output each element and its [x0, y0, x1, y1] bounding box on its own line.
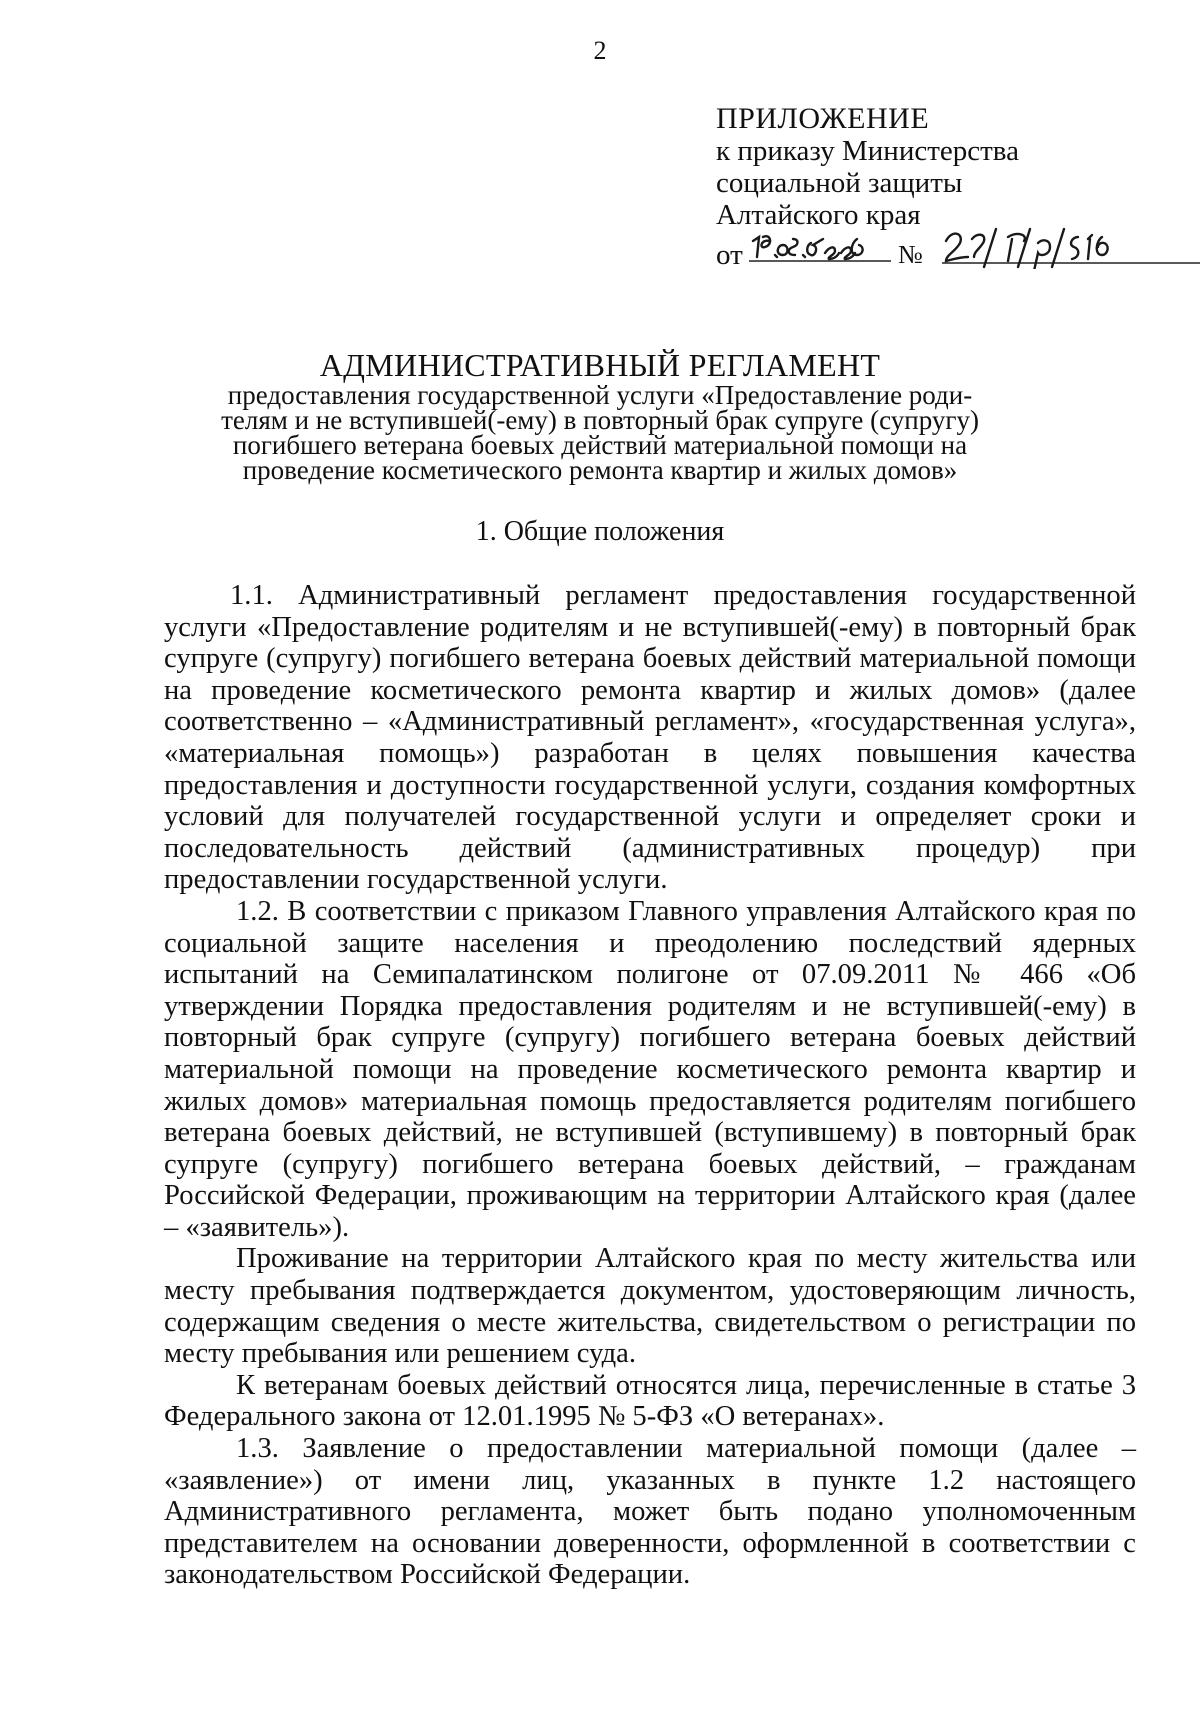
paragraph: 1.3. Заявление о предоставлении материальной помощи (далее – «заявление») от имени лиц, указанных в пункте 1.2 настоящего Административного регламента, может быть подано уполномоченным представителем на основании доверенности, оформленной в соответствии с законодательством Российской Федерации. [164, 1433, 1136, 1591]
document-body [164, 580, 1136, 1591]
paragraph: 1.1. Административный регламент предоставления государственной услуги «Предоставление родителям и не вступившей(-ему) в повторный брак супруге (супругу) погибшего ветерана боевых действий материальной помощи на проведение косметического ремонта квартир и жилых домов» (далее соответственно – «Административный регламент», «государственная услуга», «материальная помощь») разработан в целях повышения качества предоставления и доступности государственной услуги, создания комфортных условий для получателей государственной услуги и определяет сроки и последовательность действий (административных процедур) при предоставлении государственной услуги. [164, 580, 1136, 896]
order-from-label: от [716, 239, 743, 271]
appendix-block [716, 103, 1019, 271]
handwritten-number-signature [938, 225, 1200, 269]
page-number: 2 [593, 36, 607, 65]
title-subtitle-line: телям и не вступившей(-ему) в повторный брак супруге (супругу) [221, 405, 979, 435]
paragraph: К ветеранам боевых действий относятся лица, перечисленные в статье 3 Федерального закона от 12.01.1995 № 5-ФЗ «О ветеранах». [164, 1369, 1136, 1433]
title-subtitle-line: предоставления государственной услуги «Предоставление роди- [227, 380, 973, 410]
section-heading: 1. Общие положения [475, 516, 725, 547]
paragraph: 1.2. В соответствии с приказом Главного управления Алтайского края по социальной защите населения и преодолению последствий ядерных испытаний на Семипалатинском полигоне от 07.09.2011 № 466 «Об утверждении Порядка предоставления родителям и не вступившей(-ему) в повторный брак супруге (супругу) погибшего ветерана боевых действий материальной помощи на проведение косметического ремонта квартир и жилых домов» материальная помощь предоставляется родителям погибшего ветерана боевых действий, не вступившей (вступившему) в повторный брак супруге (супругу) погибшего ветерана боевых действий, – гражданам Российской Федерации, проживающим на территории Алтайского края (далее – «заявитель»). [164, 895, 1136, 1243]
appendix-line: социальной защиты [716, 167, 963, 199]
order-number-label: № [898, 240, 923, 269]
paragraph: Проживание на территории Алтайского края по месту жительства или месту пребывания подтверждается документом, удостоверяющим личность, содержащим сведения о месте жительства, свидетельством о регистрации по месту пребывания или решением суда. [164, 1243, 1136, 1370]
appendix-line: к приказу Министерства [716, 135, 1019, 167]
title-main: АДМИНИСТРАТИВНЫЙ РЕГЛАМЕНТ [319, 347, 881, 383]
appendix-title: ПРИЛОЖЕНИЕ [716, 102, 930, 135]
title-subtitle-line: погибшего ветерана боевых действий материальной помощи на [232, 430, 968, 460]
document-title [0, 347, 1200, 485]
appendix-line: Алтайского края [716, 199, 921, 231]
order-reference [716, 235, 1019, 271]
handwritten-date-signature [749, 231, 891, 269]
title-subtitle-line: проведение косметического ремонта квартир и жилых домов» [242, 455, 958, 485]
